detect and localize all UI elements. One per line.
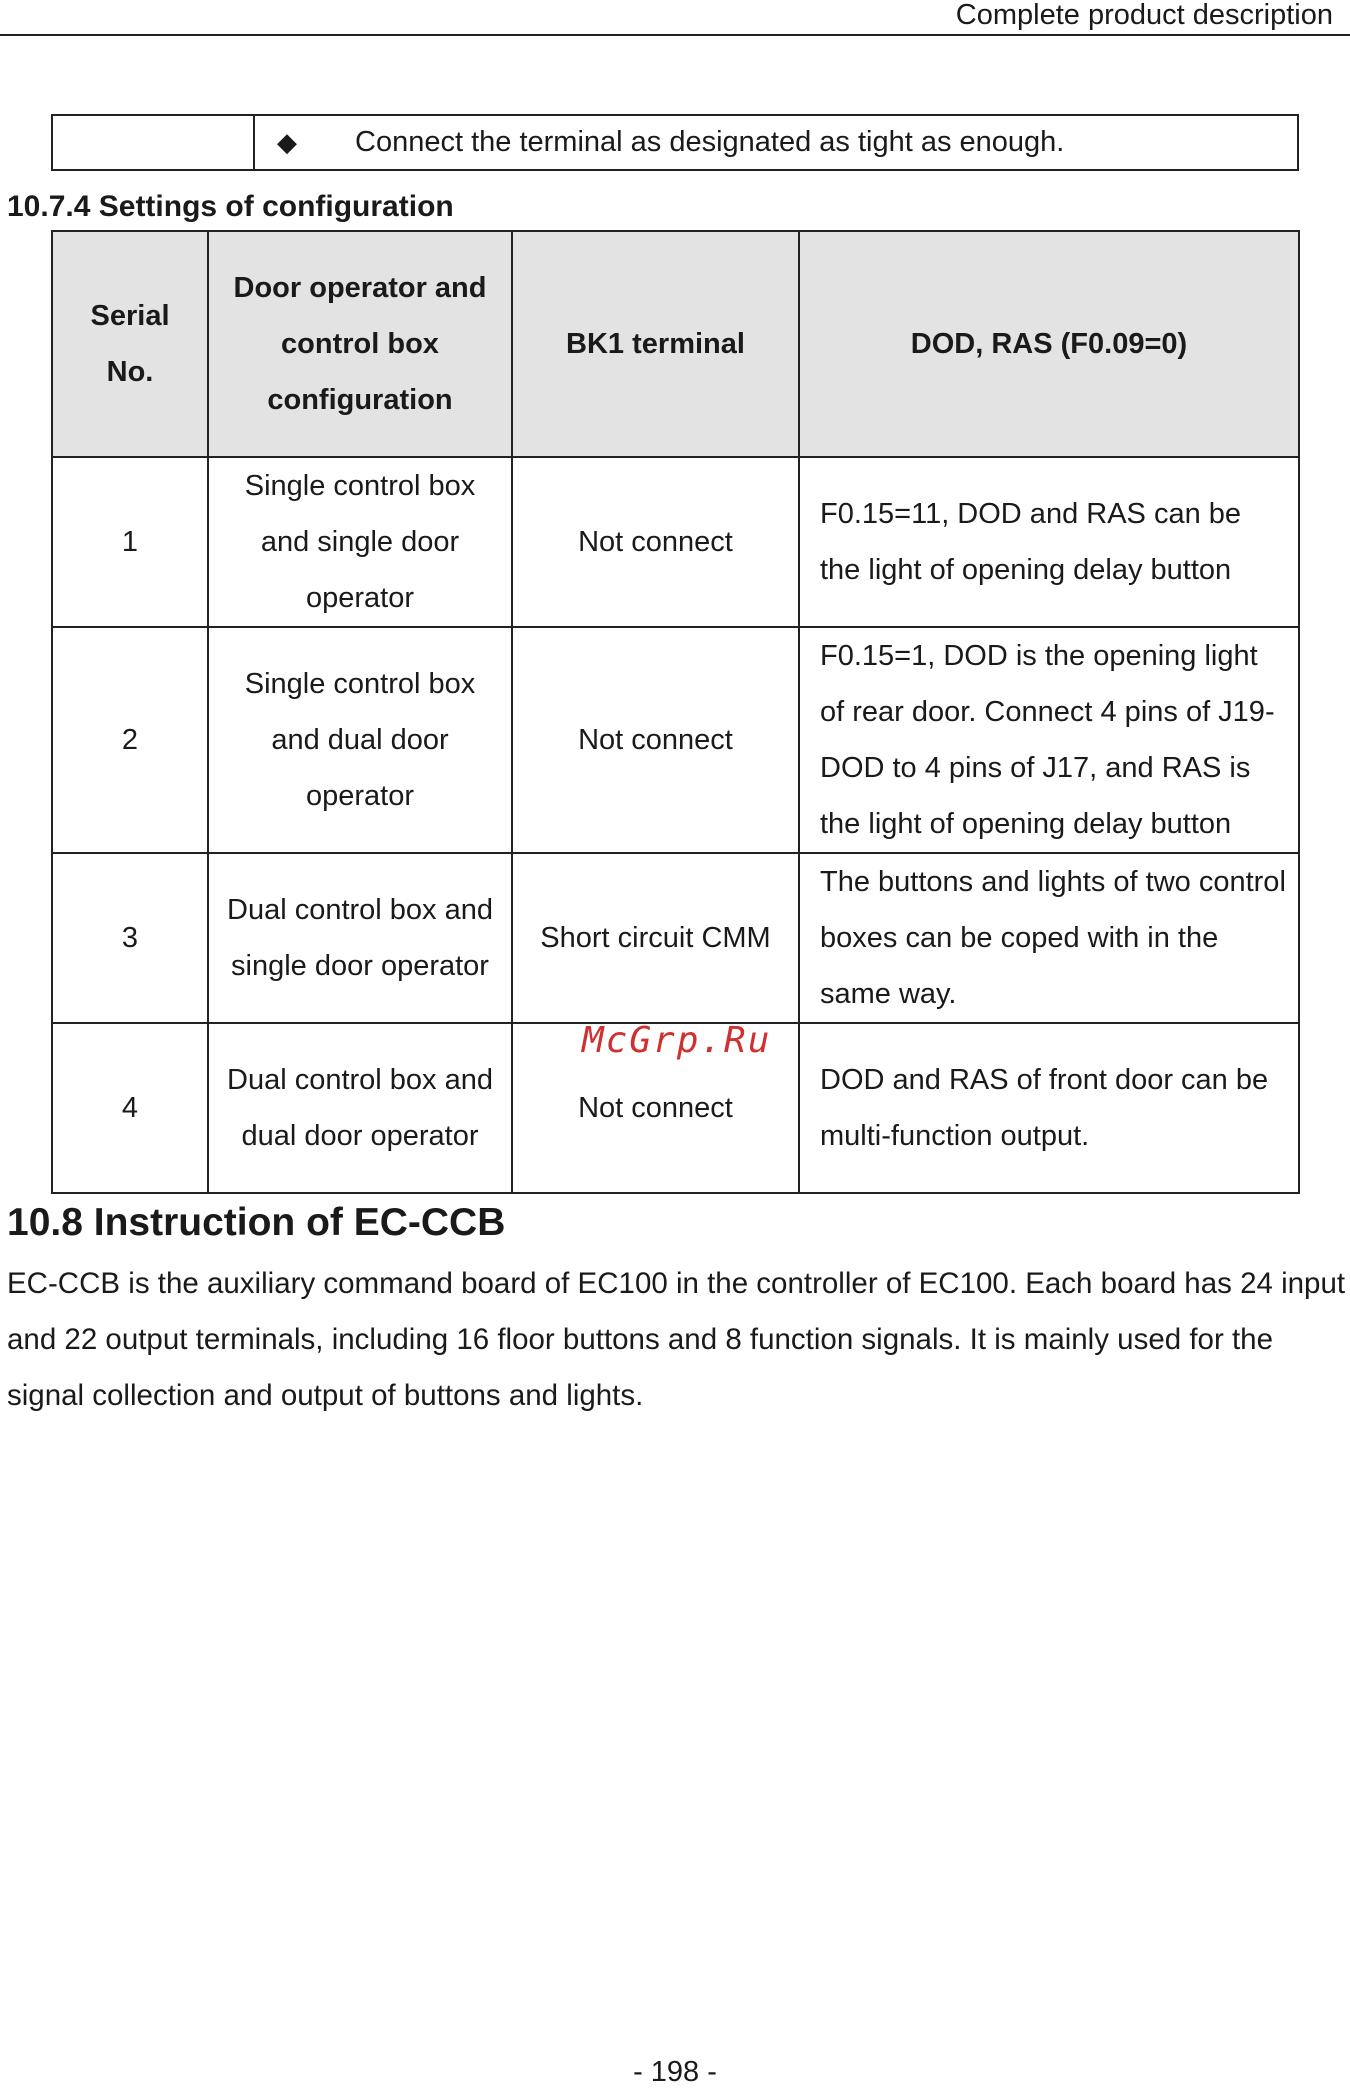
cell-bk1: Not connect: [512, 627, 799, 853]
cell-config: Single control box and dual door operator: [208, 627, 512, 853]
cell-bk1: Not connect: [512, 1023, 799, 1193]
note-text-cell: [255, 116, 1297, 169]
cell-config: Dual control box and dual door operator: [208, 1023, 512, 1193]
diamond-bullet-icon: ◆: [277, 127, 297, 157]
cell-dod: F0.15=1, DOD is the opening light of rear door. Connect 4 pins of J19-DOD to 4 pins of J17, and RAS is the light of opening delay button: [799, 627, 1299, 853]
cell-dod: F0.15=11, DOD and RAS can be the light of opening delay button: [799, 457, 1299, 627]
table-header-row: [52, 231, 1299, 457]
cell-bk1: Not connect: [512, 457, 799, 627]
header-divider: [0, 34, 1350, 36]
table-row: [52, 627, 1299, 853]
note-table: [51, 114, 1299, 171]
header-bk1: BK1 terminal: [512, 231, 799, 457]
table-row: [52, 853, 1299, 1023]
cell-serial: 1: [52, 457, 208, 627]
watermark-text: McGrp.Ru: [582, 1020, 772, 1061]
cell-serial: 2: [52, 627, 208, 853]
cell-serial: 3: [52, 853, 208, 1023]
cell-bk1: Short circuit CMM: [512, 853, 799, 1023]
note-empty-cell: [53, 116, 255, 169]
header-config: Door operator and control box configuration: [208, 231, 512, 457]
subsection-title: 10.7.4 Settings of configuration: [7, 190, 454, 223]
cell-dod: The buttons and lights of two control boxes can be coped with in the same way.: [799, 853, 1299, 1023]
header-serial: Serial No.: [52, 231, 208, 457]
header-dod: DOD, RAS (F0.09=0): [799, 231, 1299, 457]
table-row: [52, 457, 1299, 627]
cell-config: Single control box and single door operator: [208, 457, 512, 627]
section-title: 10.8 Instruction of EC-CCB: [7, 1201, 506, 1244]
page-number: - 198 -: [633, 2056, 717, 2088]
cell-dod: DOD and RAS of front door can be multi-function output.: [799, 1023, 1299, 1193]
cell-serial: 4: [52, 1023, 208, 1193]
cell-config: Dual control box and single door operator: [208, 853, 512, 1023]
note-text: Connect the terminal as designated as tight as enough.: [355, 126, 1065, 158]
page-header-title: Complete product description: [955, 0, 1333, 31]
section-body: EC-CCB is the auxiliary command board of EC100 in the controller of EC100. Each board has 24 input and 22 output terminals, including 16 floor buttons and 8 function signals. It is mainly used for the signal collection and output of buttons and lights.: [7, 1267, 1346, 1412]
